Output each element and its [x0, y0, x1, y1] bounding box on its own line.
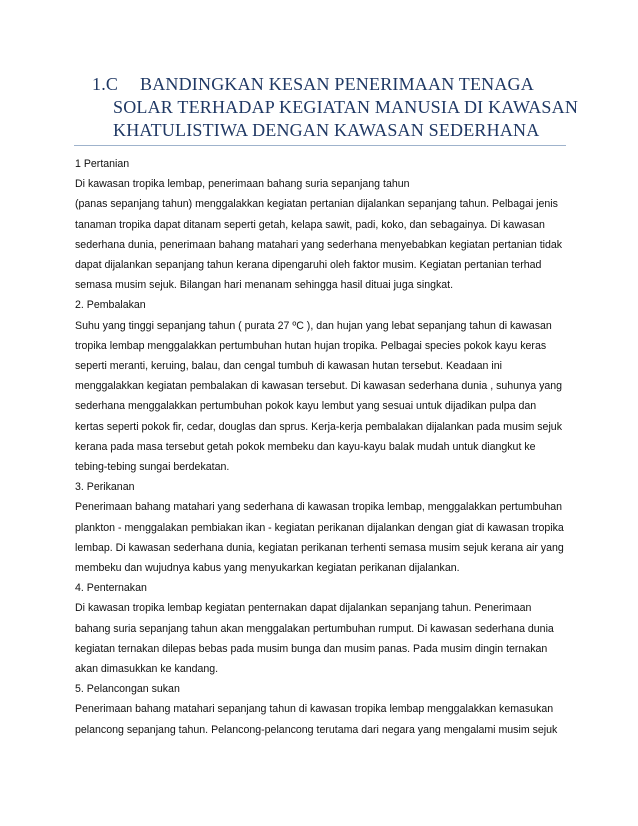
text-line: sederhana dunia, penerimaan bahang matahari yang sederhana menyebabkan kegiatan pertanian tidak	[75, 238, 563, 251]
text-line: kertas seperti pokok fir, cedar, douglas dan sprus. Kerja-kerja pembalakan dijalankan pada musim sejuk	[75, 420, 562, 433]
text-line: pelancong sepanjang tahun. Pelancong-pelancong terutama dari negara yang mengalami musim sejuk	[75, 723, 558, 736]
text-line: Penerimaan bahang matahari sepanjang tahun di kawasan tropika lembap menggalakkan kemasukan	[75, 703, 554, 716]
section-title-penternakan: 4. Penternakan	[75, 582, 147, 595]
section-title-pertanian: 1 Pertanian	[75, 158, 130, 170]
text-line: tanaman tropika dapat ditanam seperti getah, kelapa sawit, padi, koko, dan sebagainya. Di kawasan	[75, 218, 545, 231]
text-line: seperti meranti, keruing, balau, dan cengal tumbuh di kawasan hutan tersebut. Keadaan ini	[75, 360, 502, 373]
text-line: membeku dan wujudnya kabus yang menyukarkan kegiatan perikanan dijalankan.	[75, 562, 460, 575]
text-line: tropika lembap menggalakkan pertumbuhan hutan hujan tropika. Pelbagai species pokok kayu keras	[75, 339, 547, 352]
text-line: kerana pada masa tersebut getah pokok membeku dan kayu-kayu balak mudah untuk diangkut ke	[75, 440, 536, 453]
text-line: semasa musim sejuk. Bilangan hari menanam sehingga hasil dituai juga singkat.	[75, 279, 454, 292]
heading-line-1	[92, 73, 582, 96]
text-line: tebing-tebing sungai berdekatan.	[75, 461, 230, 474]
section-title-pembalakan: 2. Pembalakan	[75, 299, 146, 312]
text-line: kegiatan ternakan dilepas bebas pada musim bunga dan musim panas. Pada musim dingin ternakan	[75, 642, 548, 655]
heading-line-3: KHATULISTIWA DENGAN KAWASAN SEDERHANA	[113, 120, 540, 140]
paragraph-perikanan	[75, 497, 567, 578]
text-line: plankton - menggalakan pembiakan ikan - kegiatan perikanan dijalankan dengan giat di kawasan tropika	[75, 521, 564, 534]
text-line: Penerimaan bahang matahari yang sederhana di kawasan tropika lembap, menggalakkan pertumbuhan	[75, 501, 563, 514]
heading-number: 1.C	[92, 74, 119, 94]
text-line: Suhu yang tinggi sepanjang tahun ( purata 27 ºC ), dan hujan yang lebat sepanjang tahun di kawasan	[75, 319, 552, 332]
text-line: lembap. Di kawasan sederhana dunia, kegiatan perikanan terhenti semasa musim sejuk kerana air yang	[75, 541, 564, 554]
text-line: akan dimasukkan ke kandang.	[75, 663, 219, 676]
paragraph-pembalakan	[75, 316, 567, 478]
text-line: menggalakkan kegiatan pembalakan di kawasan tersebut. Di kawasan sederhana dunia , suhunya yang	[75, 380, 563, 393]
heading-text-1: BANDINGKAN KESAN PENERIMAAN TENAGA	[140, 74, 534, 94]
paragraph-penternakan	[75, 598, 567, 679]
text-line: Di kawasan tropika lembap kegiatan penternakan dapat dijalankan sepanjang tahun. Penerimaan	[75, 602, 532, 615]
section-title-pelancongan: 5. Pelancongan sukan	[75, 683, 180, 696]
section-heading	[92, 73, 582, 142]
paragraph-pertanian	[75, 194, 567, 295]
text-line: bahang suria sepanjang tahun akan menggalakan pertumbuhan rumput. Di kawasan sederhana dunia	[75, 622, 554, 635]
paragraph-pelancongan	[75, 699, 567, 739]
text-line: (panas sepanjang tahun) menggalakkan kegiatan pertanian dijalankan sepanjang tahun. Pelbagai jenis	[75, 198, 558, 211]
text-line: sederhana menggalakkan pertumbuhan pokok kayu lembut yang sesuai untuk dijadikan pulpa dan	[75, 400, 537, 413]
text-line: dapat dijalankan sepanjang tahun kerana dipengaruhi oleh faktor musim. Kegiatan pertanian terhad	[75, 259, 542, 272]
section-title-perikanan: 3. Perikanan	[75, 481, 135, 494]
heading-line-2: SOLAR TERHADAP KEGIATAN MANUSIA DI KAWASAN	[113, 97, 579, 117]
document-body	[75, 154, 567, 740]
section-intro-pertanian: Di kawasan tropika lembap, penerimaan bahang suria sepanjang tahun	[75, 178, 410, 191]
heading-divider	[74, 145, 566, 146]
